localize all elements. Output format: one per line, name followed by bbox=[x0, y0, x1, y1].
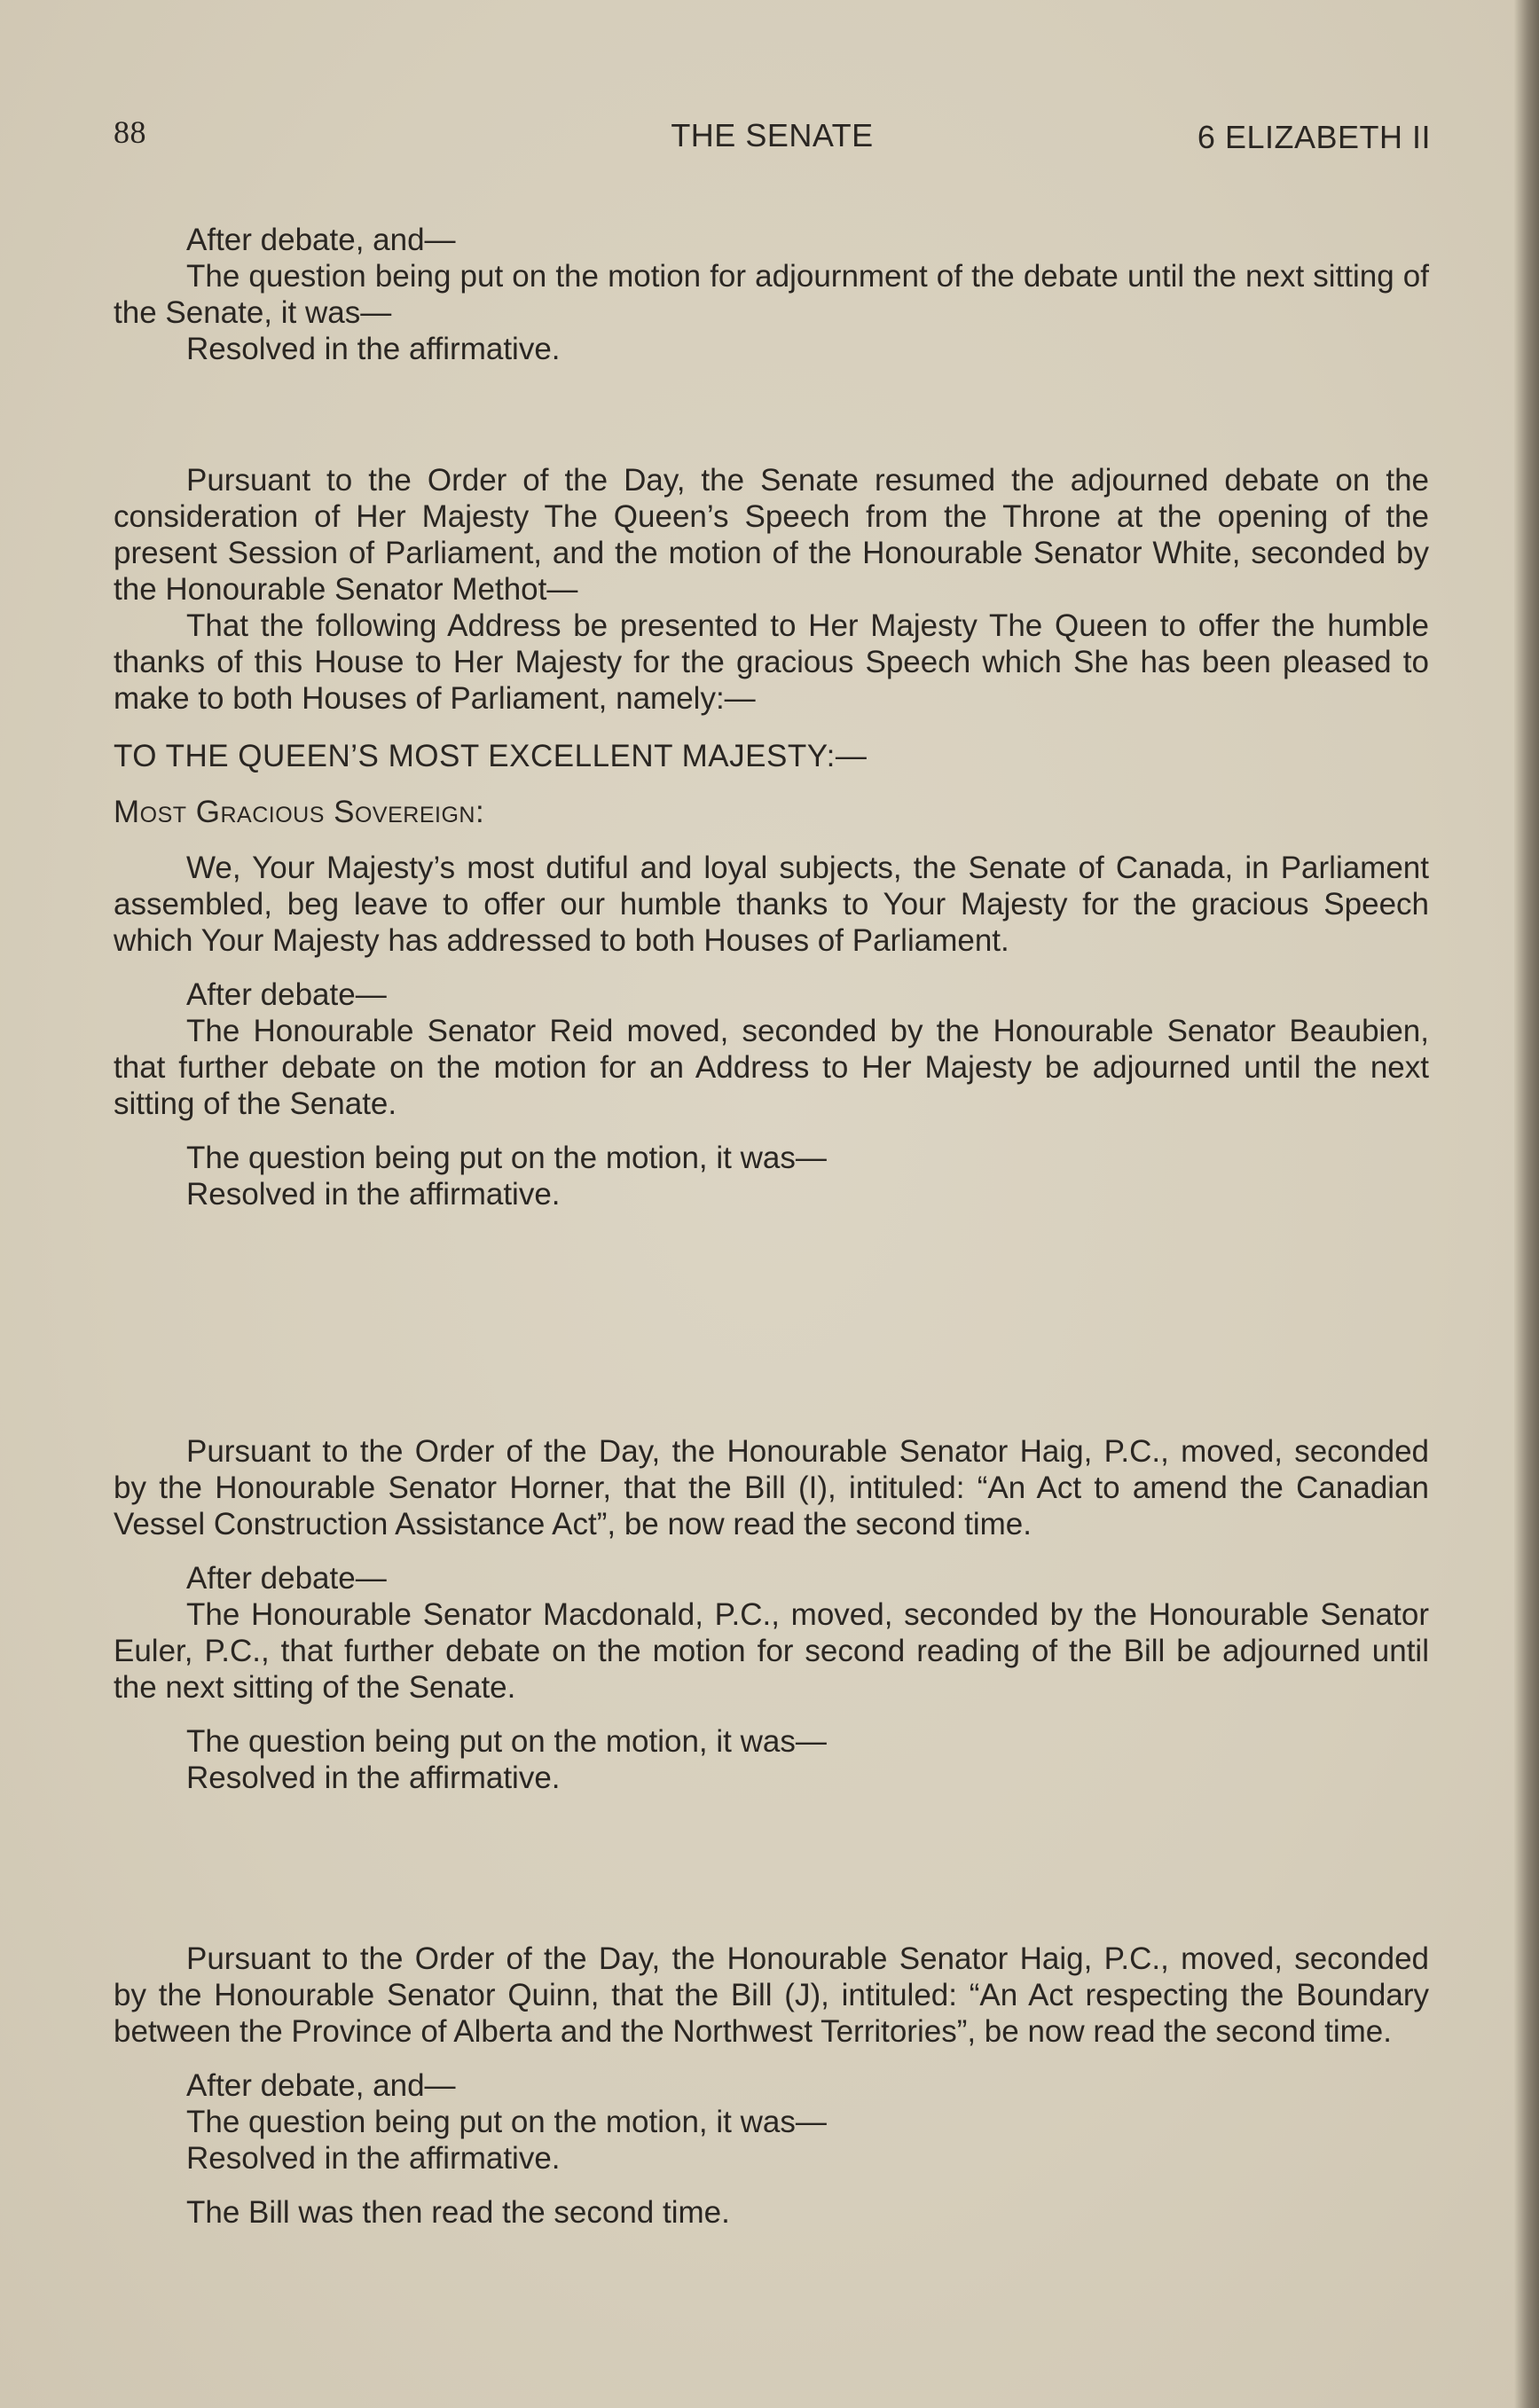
reid-motion-paragraph: The Honourable Senator Reid moved, seconded by the Honourable Senator Beaubien, that further debate on the motion for an Address to Her Majesty be adjourned until the next sitting of the Senate. bbox=[114, 1014, 1429, 1121]
after-debate-line: After debate— bbox=[186, 977, 387, 1012]
question-line: The question being put on the motion, it was— bbox=[186, 1724, 827, 1759]
question-paragraph: The question being put on the motion for adjournment of the debate until the next sitting of the Senate, it was— bbox=[114, 259, 1429, 330]
question-line: The question being put on the motion, it was— bbox=[186, 2105, 827, 2139]
macdonald-motion-paragraph: The Honourable Senator Macdonald, P.C., moved, seconded by the Honourable Senator Euler, P.C., that further debate on the motion for second reading of the Bill be adjourned until the next sitting of the Senate. bbox=[114, 1597, 1429, 1705]
section-bill-i bbox=[114, 1433, 1429, 1796]
order-of-day-paragraph: Pursuant to the Order of the Day, the Senate resumed the adjourned debate on the consideration of Her Majesty The Queen’s Speech from the Throne at the opening of the present Session of Parliament, and the motion of the Honourable Senator White, seconded by the Honourable Senator Methot— bbox=[114, 463, 1429, 607]
regnal-year: 6 ELIZABETH II bbox=[1197, 119, 1431, 155]
page-number: 88 bbox=[114, 114, 146, 150]
order-of-day-paragraph: Pursuant to the Order of the Day, the Honourable Senator Haig, P.C., moved, seconded by the Honourable Senator Horner, that the Bill (I), intituled: “An Act to amend the Canadian Vessel Construction Assistance Act”, be now read the second time. bbox=[114, 1434, 1429, 1541]
after-debate-line: After debate— bbox=[186, 1561, 387, 1596]
address-heading: TO THE QUEEN’S MOST EXCELLENT MAJESTY:— bbox=[114, 739, 868, 773]
order-of-day-paragraph: Pursuant to the Order of the Day, the Honourable Senator Haig, P.C., moved, seconded by the Honourable Senator Quinn, that the Bill (J), intituled: “An Act respecting the Boundary between the Province of Alberta and the Northwest Territories”, be now read the second time. bbox=[114, 1941, 1429, 2049]
section-bill-j bbox=[114, 1941, 1429, 2231]
section-speech-from-throne bbox=[114, 462, 1429, 1212]
section-adjournment-debate bbox=[114, 222, 1429, 367]
address-motion-paragraph: That the following Address be presented to Her Majesty The Queen to offer the humble thanks of this House to Her Majesty for the gracious Speech which She has been pleased to make to both Houses of Parliament, namely:— bbox=[114, 608, 1429, 716]
after-debate-line: After debate, and— bbox=[186, 2068, 456, 2103]
resolved-line: Resolved in the affirmative. bbox=[186, 332, 561, 366]
resolved-line: Resolved in the affirmative. bbox=[186, 2141, 561, 2176]
question-line: The question being put on the motion, it was— bbox=[186, 1141, 827, 1175]
page-edge-shadow bbox=[1514, 0, 1539, 2408]
resolved-line: Resolved in the affirmative. bbox=[186, 1761, 561, 1795]
second-reading-line: The Bill was then read the second time. bbox=[186, 2195, 730, 2230]
after-debate-line: After debate, and— bbox=[186, 223, 456, 257]
resolved-line: Resolved in the affirmative. bbox=[186, 1177, 561, 1212]
salutation: Most Gracious Sovereign: bbox=[114, 795, 485, 829]
address-text-paragraph: We, Your Majesty’s most dutiful and loyal subjects, the Senate of Canada, in Parliament assembled, beg leave to offer our humble thanks to Your Majesty for the gracious Speech which Your Majesty has addressed to both Houses of Parliament. bbox=[114, 851, 1429, 958]
running-header bbox=[114, 114, 1431, 158]
journal-title: THE SENATE bbox=[671, 117, 874, 153]
